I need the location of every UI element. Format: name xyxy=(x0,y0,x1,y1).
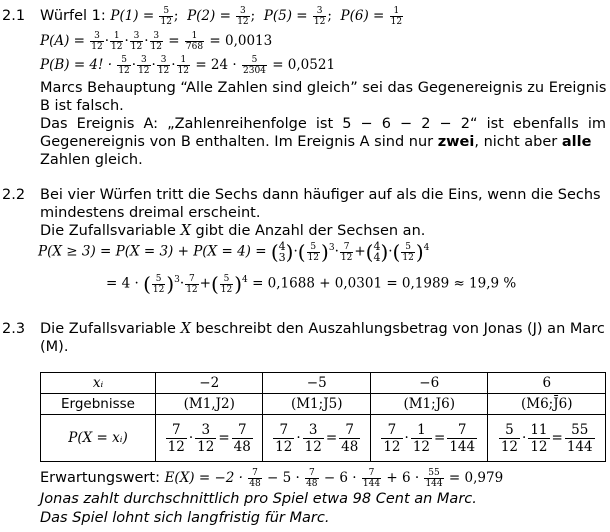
table-header-cell: 6 xyxy=(488,373,606,394)
pb-equation: P(B) = 4! · $\frac{5}{12}$ · $\frac{3}{12}$ · $\frac{3}{12}$ · $\frac{1}{12}$ = 24 · $\frac{5}{2304}$ = 0,0521 xyxy=(40,55,336,76)
prob-label: P(1) = xyxy=(110,8,155,24)
fraction: $\frac{1}{12}$ xyxy=(390,6,403,27)
text-line: B ist falsch. xyxy=(40,98,124,114)
text-line: Bei vier Würfen tritt die Sechs dann häufiger auf als die Eins, wenn die Sechs xyxy=(40,187,601,203)
table-row xyxy=(41,373,606,394)
bold-zwei: zwei xyxy=(437,134,475,150)
fraction: $\frac{3}{12}$ xyxy=(313,6,326,27)
wuerfel1-label: Würfel 1: xyxy=(40,8,106,24)
prob-label: P(2) = xyxy=(187,8,231,24)
pb-result: = 0,0521 xyxy=(272,57,336,73)
text-line: Gegenereignis von B enthalten. Im Ereignis A sind nur zwei, nicht aber alle xyxy=(40,134,592,150)
fraction: $\frac{3}{12}$ xyxy=(237,6,249,27)
text-line: Marcs Behauptung “Alle Zahlen sind gleich” sei das Gegenereignis zu Ereignis xyxy=(40,80,607,96)
pa-equation: P(A) = $\frac{3}{12}$ · $\frac{1}{12}$ · $\frac{3}{12}$ · $\frac{3}{12}$ = $\frac{1}{768}$ = 0,0013 xyxy=(40,31,273,52)
prob-label: P(5) = xyxy=(263,8,308,24)
table-cell: $\frac{7}{12}$ · $\frac{3}{12}$ = $\frac{7}{48}$ xyxy=(156,415,263,462)
table-header-cell: xᵢ xyxy=(41,373,156,394)
table-row xyxy=(41,415,606,462)
table-cell: $\frac{5}{12}$ · $\frac{11}{12}$ = $\frac{55}{144}$ xyxy=(488,415,606,462)
table-header-cell: −6 xyxy=(370,373,488,394)
conclusion-line: Das Spiel lohnt sich langfristig für Marc. xyxy=(40,510,330,526)
table-cell: $\frac{7}{12}$ · $\frac{3}{12}$ = $\frac{7}{48}$ xyxy=(263,415,370,462)
pb-label: P(B) = 4! · xyxy=(40,57,113,73)
table-header-cell: −5 xyxy=(263,373,370,394)
eq2-result: = 0,1688 + 0,0301 = 0,1989 ≈ 19,9 % xyxy=(252,275,517,292)
text-line: (M). xyxy=(40,339,69,355)
binomial-equation-1: P(X ≥ 3) = P(X = 3) + P(X = 4) = ( 4 3 )·( $\frac{5}{12}$ )$^3$· $\frac{7}{12}$ +( 4 4 )·( $\frac{5}{12}$ )$^4$ xyxy=(38,240,430,264)
variable-x: X xyxy=(180,223,191,239)
bold-alle: alle xyxy=(561,134,592,150)
table-cell: P(X = xᵢ) xyxy=(41,415,156,462)
table-cell: (M1,J2) xyxy=(156,394,263,415)
wuerfel1-line xyxy=(40,6,404,27)
text-line: Zahlen gleich. xyxy=(40,152,143,168)
pa-result: = 0,0013 xyxy=(209,33,273,49)
pb-mid: = 24 · xyxy=(195,57,237,73)
table-cell: (M1;J6) xyxy=(370,394,488,415)
pa-label: P(A) = xyxy=(40,33,85,49)
prob-label: P(6) = xyxy=(340,8,385,24)
fraction: $\frac{5}{12}$ xyxy=(160,6,172,27)
table-cell: $\frac{7}{12}$ · $\frac{1}{12}$ = $\frac{7}{144}$ xyxy=(370,415,488,462)
prob-list: P(1) = $\frac{5}{12}$ ; P(2) = $\frac{3}{12}$ ; P(5) = $\frac{3}{12}$ ; P(6) = $\frac{1}{12}$ xyxy=(110,6,403,27)
conclusion-line: Jonas zahlt durchschnittlich pro Spiel etwa 98 Cent an Marc. xyxy=(40,491,477,507)
table-cell: (M1;J5) xyxy=(263,394,370,415)
table-cell: Ergebnisse xyxy=(41,394,156,415)
text-line: Die Zufallsvariable X gibt die Anzahl der Sechsen an. xyxy=(40,223,426,239)
text-line: mindestens dreimal erscheint. xyxy=(40,205,261,221)
section-number-2-3: 2.3 xyxy=(2,321,26,337)
ew-label: Erwartungswert: xyxy=(40,470,160,486)
text-line: Das Ereignis A: „Zahlenreihenfolge ist 5 − 6 − 2 − 2“ ist ebenfalls im xyxy=(40,116,606,132)
expected-value-line: Erwartungswert: E(X) = −2 · $\frac{7}{48}$ − 5 · $\frac{7}{48}$ − 6 · $\frac{7}{144}$ + 6 · $\frac{55}{144}$ = 0,979 xyxy=(40,468,504,489)
ew-result: = 0,979 xyxy=(448,470,504,486)
text-line: Die Zufallsvariable X beschreibt den Auszahlungsbetrag von Jonas (J) an Marc xyxy=(40,321,605,337)
section-number-2-1: 2.1 xyxy=(2,8,26,24)
distribution-table xyxy=(40,372,606,462)
section-number-2-2: 2.2 xyxy=(2,187,26,203)
variable-x: X xyxy=(180,321,191,337)
table-cell: (M6;J̄6) xyxy=(488,394,606,415)
table-header-cell: −2 xyxy=(156,373,263,394)
table-row xyxy=(41,394,606,415)
binomial-equation-2: = 4 · ( $\frac{5}{12}$ )$^3$· $\frac{7}{12}$ +( $\frac{5}{12}$ )$^4$ = 0,1688 + 0,0301 = 0,1989 ≈ 19,9 % xyxy=(106,272,517,296)
